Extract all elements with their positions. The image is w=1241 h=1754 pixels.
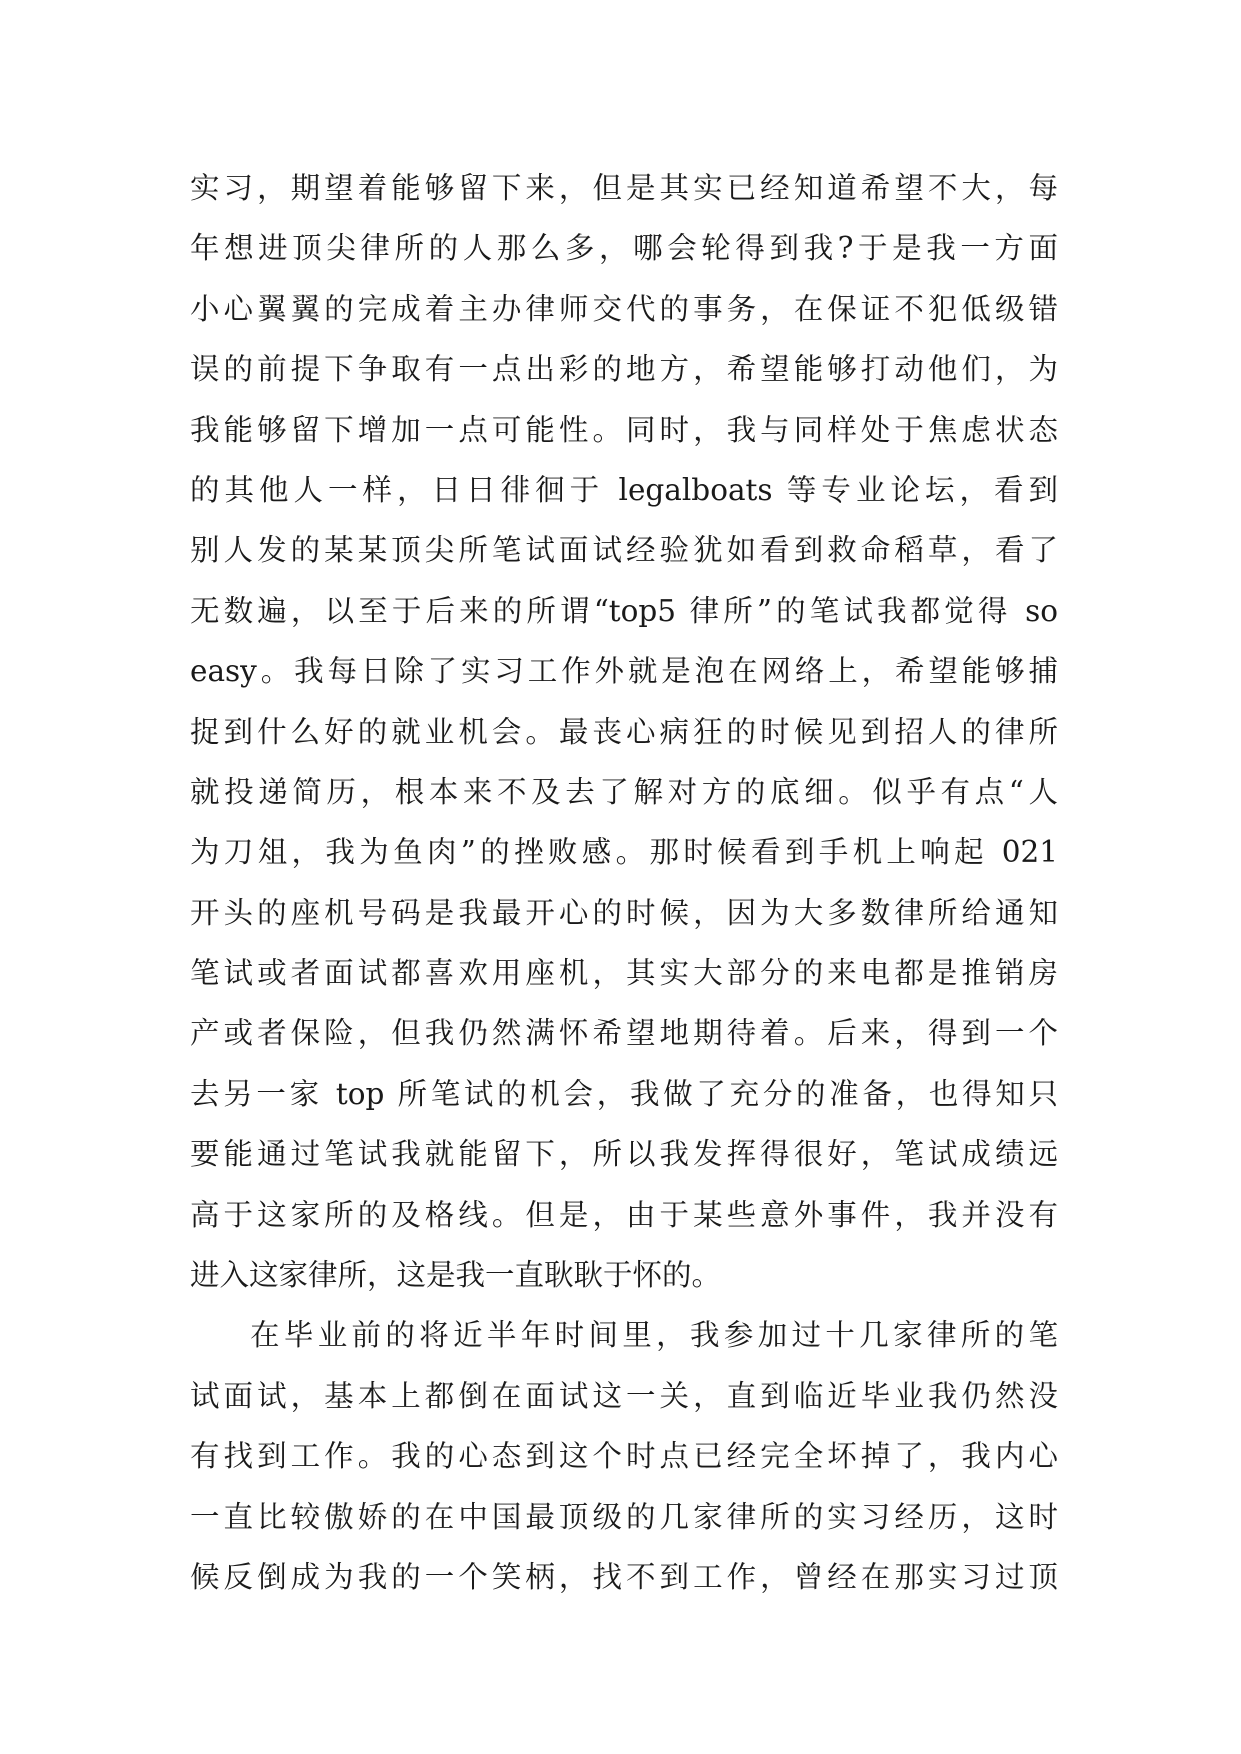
text-line: 别人发的某某顶尖所笔试面试经验犹如看到救命稻草，看了: [190, 533, 1058, 568]
text-line: 候反倒成为我的一个笑柄，找不到工作，曾经在那实习过顶: [190, 1559, 1058, 1594]
text-line: easy。我每日除了实习工作外就是泡在网络上，希望能够捕: [190, 654, 1058, 689]
text-line: 去另一家 top 所笔试的机会，我做了充分的准备，也得知只: [190, 1076, 1058, 1111]
text-line: 就投递简历，根本来不及去了解对方的底细。似乎有点“人: [190, 774, 1058, 809]
paragraph: [190, 1305, 1058, 1607]
text-line: 笔试或者面试都喜欢用座机，其实大部分的来电都是推销房: [190, 956, 1058, 991]
text-line: 产或者保险，但我仍然满怀希望地期待着。后来，得到一个: [190, 1016, 1058, 1051]
text-line: 为刀俎，我为鱼肉”的挫败感。那时候看到手机上响起 021: [190, 835, 1058, 870]
text-line: 开头的座机号码是我最开心的时候，因为大多数律所给通知: [190, 895, 1058, 930]
text-line: 高于这家所的及格线。但是，由于某些意外事件，我并没有: [190, 1197, 1058, 1232]
text-line: 捉到什么好的就业机会。最丧心病狂的时候见到招人的律所: [190, 714, 1058, 749]
text-line: 我能够留下增加一点可能性。同时，我与同样处于焦虑状态: [190, 412, 1058, 447]
text-line: 一直比较傲娇的在中国最顶级的几家律所的实习经历，这时: [190, 1499, 1058, 1534]
body-text: [190, 158, 1058, 1607]
text-line: 进入这家律所，这是我一直耿耿于怀的。: [190, 1258, 722, 1293]
text-line: 无数遍，以至于后来的所谓“top5 律所”的笔试我都觉得 so: [190, 593, 1058, 628]
text-line: 小心翼翼的完成着主办律师交代的事务，在保证不犯低级错: [190, 291, 1058, 326]
text-line: 要能通过笔试我就能留下，所以我发挥得很好，笔试成绩远: [190, 1137, 1058, 1172]
text-line: 年想进顶尖律所的人那么多，哪会轮得到我?于是我一方面: [190, 231, 1058, 266]
text-line: 误的前提下争取有一点出彩的地方，希望能够打动他们，为: [190, 352, 1058, 387]
text-line: 有找到工作。我的心态到这个时点已经完全坏掉了，我内心: [190, 1439, 1058, 1474]
text-line: 在毕业前的将近半年时间里，我参加过十几家律所的笔: [250, 1318, 1058, 1353]
paragraph: [190, 158, 1058, 1305]
text-line: 实习，期望着能够留下来，但是其实已经知道希望不大，每: [190, 171, 1058, 205]
text-line: 试面试，基本上都倒在面试这一关，直到临近毕业我仍然没: [190, 1378, 1058, 1413]
text-line: 的其他人一样，日日徘徊于 legalboats 等专业论坛，看到: [190, 472, 1058, 507]
